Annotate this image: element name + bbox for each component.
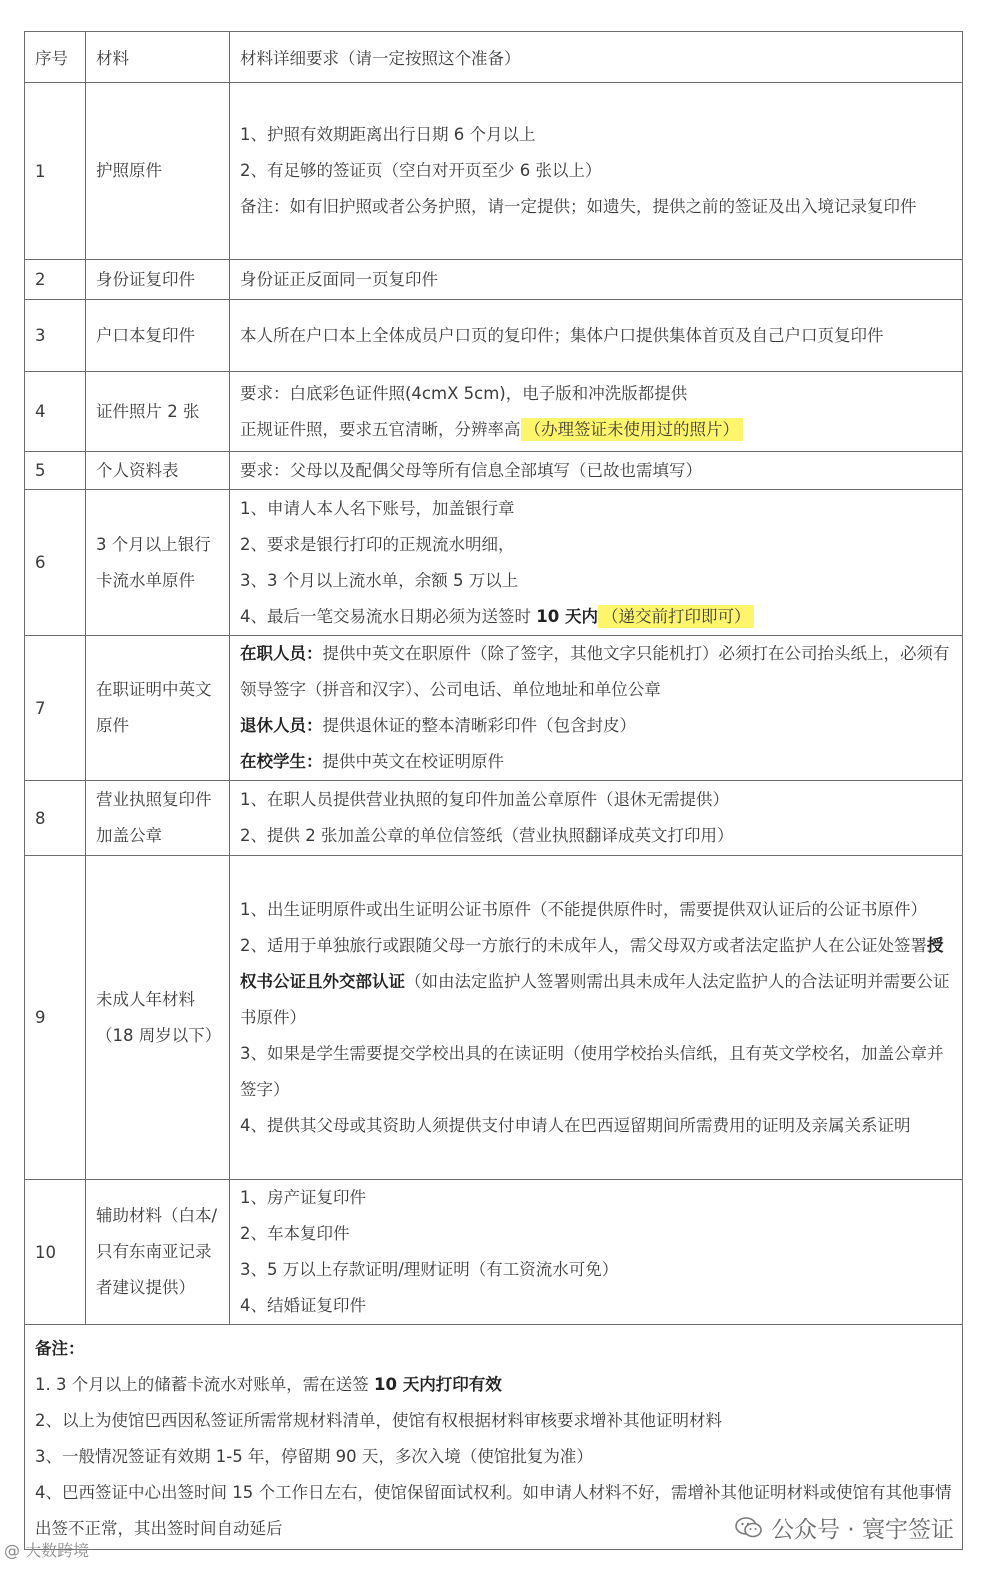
note-item: 4、巴西签证中心出签时间 15 个工作日左右，使馆保留面试权利。如申请人材料不好，需增补其他证明材料或使馆有其他事情出签不正常，其出签时间自动延后	[35, 1483, 952, 1538]
note-text: 1. 3 个月以上的储蓄卡流水对账单，需在送签	[35, 1375, 374, 1394]
watermark	[735, 1511, 954, 1544]
material-name: 营业执照复印件加盖公章	[86, 781, 230, 856]
table-row	[25, 300, 963, 372]
note-item	[35, 1367, 952, 1403]
detail-line	[240, 599, 952, 635]
detail-line	[240, 708, 952, 744]
material-detail	[230, 452, 963, 490]
detail-text: 2、适用于单独旅行或跟随父母一方旅行的未成年人，需父母双方或者法定监护人在公证处签署	[240, 935, 927, 955]
row-number: 3	[25, 300, 86, 372]
row-number: 1	[25, 83, 86, 260]
note-item: 2、以上为使馆巴西因私签证所需常规材料清单，使馆有权根据材料审核要求增补其他证明材料	[35, 1411, 722, 1430]
detail-line	[240, 928, 952, 1036]
material-name: 护照原件	[86, 83, 230, 260]
table-row	[25, 636, 963, 781]
material-name: 身份证复印件	[86, 260, 230, 300]
material-name: 在职证明中英文原件	[86, 636, 230, 781]
bold-text: 授权书公证且外交部认证	[240, 935, 944, 991]
highlight-text: （办理签证未使用过的照片）	[521, 418, 744, 441]
detail-line: 3、如果是学生需要提交学校出具的在读证明（使用学校抬头信纸，且有英文学校名，加盖公章并签字）	[240, 1043, 944, 1099]
material-detail	[230, 300, 963, 372]
detail-text: 提供退休证的整本清晰彩印件（包含封皮）	[322, 716, 636, 735]
row-number: 7	[25, 636, 86, 781]
detail-line: 身份证正反面同一页复印件	[240, 269, 438, 289]
detail-text: （如由法定监护人签署则需出具未成年人法定监护人的合法证明并需要公证书原件）	[240, 971, 950, 1027]
detail-text: 4、最后一笔交易流水日期必须为送签时	[240, 606, 537, 626]
table-row	[25, 856, 963, 1180]
detail-text: 正规证件照，要求五官清晰，分辨率高	[240, 419, 521, 439]
material-name: 户口本复印件	[86, 300, 230, 372]
row-number: 5	[25, 452, 86, 490]
header-no: 序号	[25, 32, 86, 83]
detail-line: 1、申请人本人名下账号，加盖银行章	[240, 498, 515, 518]
material-detail	[230, 1180, 963, 1325]
table-row	[25, 1180, 963, 1325]
material-detail	[230, 83, 963, 260]
detail-text: 提供中英文在校证明原件	[322, 752, 504, 771]
detail-line	[240, 412, 952, 448]
table-row	[25, 781, 963, 856]
highlight-text: （递交前打印即可）	[598, 605, 755, 628]
watermark-corner: @ 大数跨境	[4, 1541, 90, 1560]
table-row	[25, 452, 963, 490]
table-row	[25, 490, 963, 636]
row-number: 6	[25, 490, 86, 636]
table-row	[25, 372, 963, 452]
detail-line: 2、车本复印件	[240, 1224, 350, 1243]
watermark-text: 公众号 · 寰宇签证	[771, 1517, 954, 1543]
detail-text: 提供中英文在职原件（除了签字，其他文字只能机打）必须打在公司抬头纸上，必须有领导签字（拼音和汉字）、公司电话、单位地址和单位公章	[240, 644, 950, 699]
material-detail	[230, 781, 963, 856]
material-detail	[230, 636, 963, 781]
row-number: 10	[25, 1180, 86, 1325]
row-number: 4	[25, 372, 86, 452]
row-number: 9	[25, 856, 86, 1180]
detail-line: 1、房产证复印件	[240, 1188, 366, 1207]
bold-label: 退休人员：	[240, 716, 323, 735]
detail-line: 备注：如有旧护照或者公务护照，请一定提供；如遗失，提供之前的签证及出入境记录复印件	[240, 197, 917, 216]
detail-line: 4、结婚证复印件	[240, 1296, 366, 1315]
detail-line: 1、出生证明原件或出生证明公证书原件（不能提供原件时，需要提供双认证后的公证书原件）	[240, 899, 927, 919]
table-row	[25, 83, 963, 260]
bold-label: 在校学生：	[240, 752, 323, 771]
detail-line	[240, 636, 952, 708]
material-detail	[230, 260, 963, 300]
material-detail	[230, 490, 963, 636]
requirements-table	[24, 31, 963, 1550]
material-name: 未成人年材料（18 周岁以下）	[86, 856, 230, 1180]
detail-line: 要求：父母以及配偶父母等所有信息全部填写（已故也需填写）	[240, 460, 702, 480]
detail-line: 2、要求是银行打印的正规流水明细，	[240, 534, 515, 554]
detail-line: 要求：白底彩色证件照(4cmX 5cm)，电子版和冲洗版都提供	[240, 383, 688, 403]
detail-line: 本人所在户口本上全体成员户口页的复印件；集体户口提供集体首页及自己户口页复印件	[240, 325, 884, 345]
detail-line	[240, 744, 952, 780]
header-material: 材料	[86, 32, 230, 83]
table-header	[25, 32, 963, 83]
bold-text: 10 天内	[536, 606, 598, 626]
detail-line: 2、有足够的签证页（空白对开页至少 6 张以上）	[240, 161, 602, 180]
detail-line: 3、3 个月以上流水单，余额 5 万以上	[240, 570, 519, 590]
table-row	[25, 260, 963, 300]
bold-label: 在职人员：	[240, 644, 323, 663]
detail-line: 2、提供 2 张加盖公章的单位信签纸（营业执照翻译成英文打印用）	[240, 826, 734, 845]
note-item: 3、一般情况签证有效期 1-5 年，停留期 90 天，多次入境（使馆批复为准）	[35, 1447, 593, 1466]
material-name: 3 个月以上银行卡流水单原件	[86, 490, 230, 636]
material-detail	[230, 372, 963, 452]
detail-line: 1、护照有效期距离出行日期 6 个月以上	[240, 125, 536, 144]
header-detail: 材料详细要求（请一定按照这个准备）	[230, 32, 963, 83]
notes-title: 备注：	[35, 1339, 85, 1358]
wechat-icon	[735, 1517, 763, 1539]
bold-text: 10 天内打印有效	[373, 1375, 502, 1394]
material-name: 个人资料表	[86, 452, 230, 490]
row-number: 8	[25, 781, 86, 856]
material-detail	[230, 856, 963, 1180]
material-name: 证件照片 2 张	[86, 372, 230, 452]
detail-line: 4、提供其父母或其资助人须提供支付申请人在巴西逗留期间所需费用的证明及亲属关系证明	[240, 1115, 911, 1135]
detail-line: 1、在职人员提供营业执照的复印件加盖公章原件（退休无需提供）	[240, 790, 729, 809]
material-name: 辅助材料（白本/只有东南亚记录者建议提供）	[86, 1180, 230, 1325]
detail-line: 3、5 万以上存款证明/理财证明（有工资流水可免）	[240, 1260, 619, 1279]
row-number: 2	[25, 260, 86, 300]
